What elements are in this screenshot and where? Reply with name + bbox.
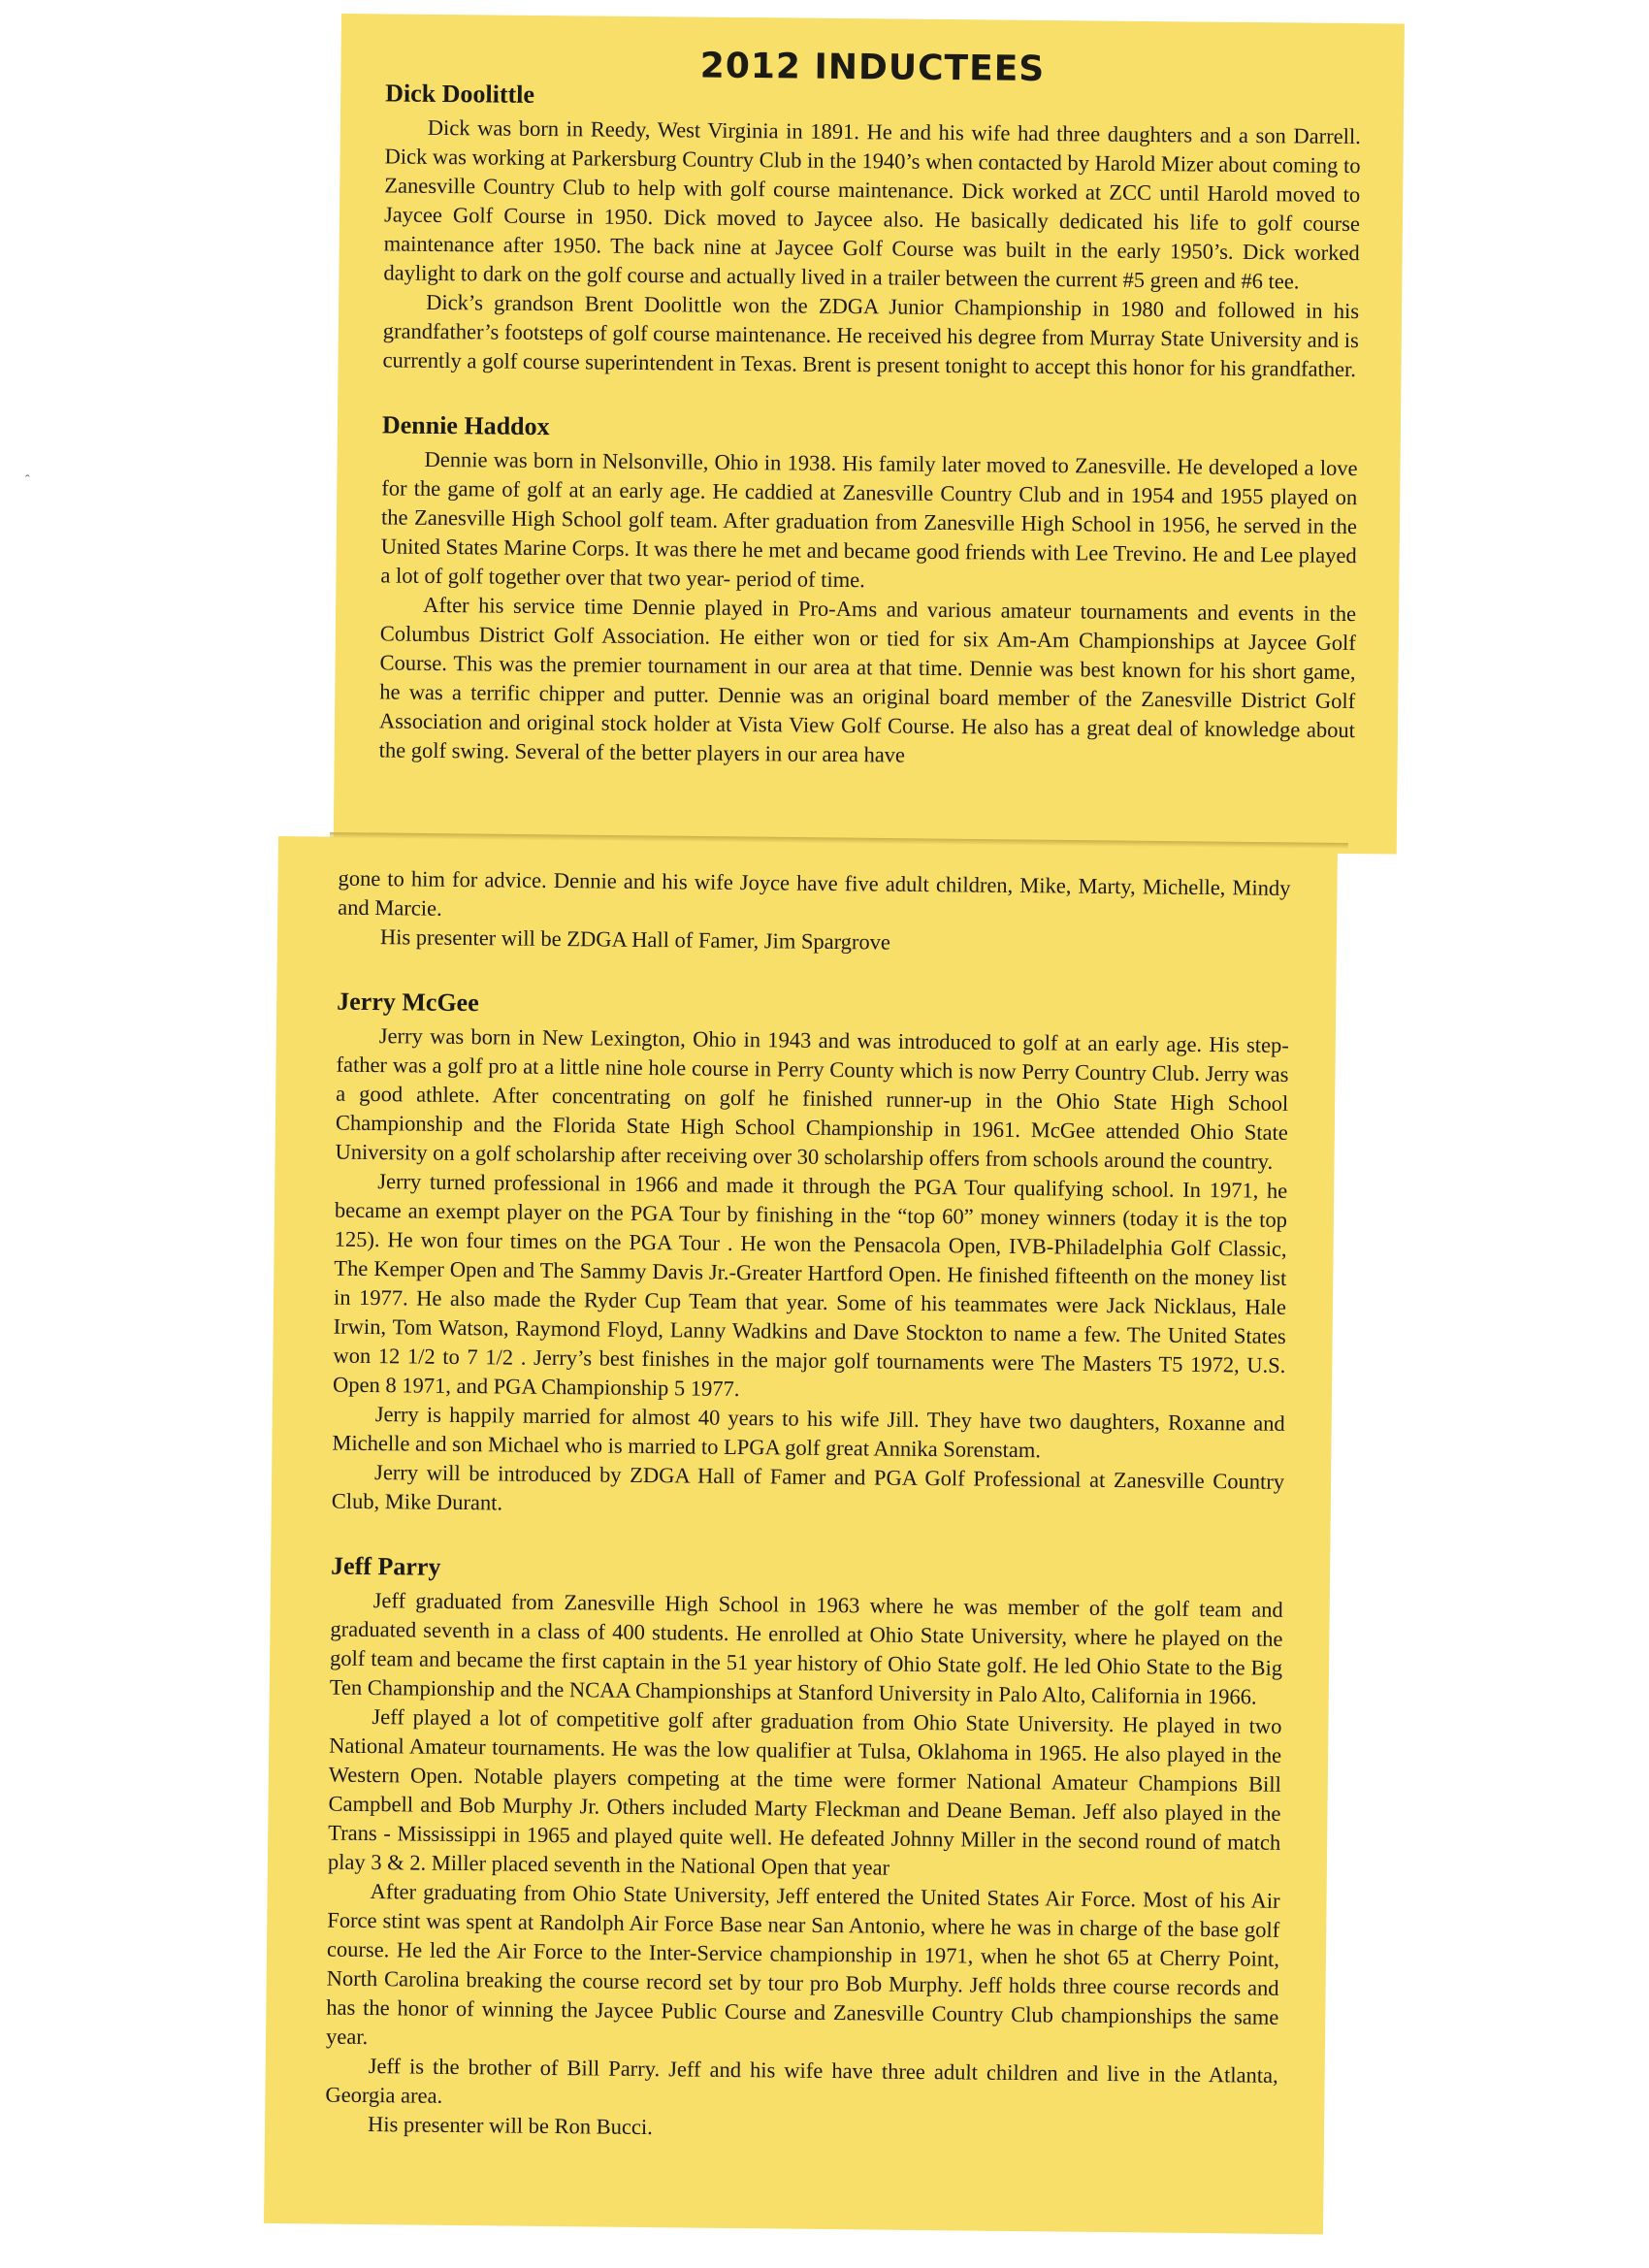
presenter-line: His presenter will be Ron Bucci. bbox=[367, 2112, 653, 2140]
bio-paragraph: Jerry is happily married for almost 40 years to his wife Jill. They have two daughters, Roxanne and Michelle and son Michael who is married to LPGA golf great Annika Sorenstam. bbox=[332, 1402, 1285, 1463]
top-page-content bbox=[379, 78, 1362, 774]
scan-speck: ˆ bbox=[25, 473, 30, 488]
bio-paragraph: Jerry was born in New Lexington, Ohio in 1943 and was introduced to golf at an early age. His step-father was a golf pro at a little nine hole course in Perry County which is now Perry Country Club. Jerry was a good athlete. After concentrating on golf he finished runner-up in the Ohio State High School Championship and the Florida State High School Championship in 1961. McGee attended Ohio State University on a golf scholarship after receiving over 30 scholarship offers from schools around the country. bbox=[335, 1023, 1289, 1174]
inductee-name: Jeff Parry bbox=[330, 1551, 441, 1581]
bio-paragraph: Jeff graduated from Zanesville High School in 1963 where he was member of the golf team and graduated seventh in a class of 400 students. He enrolled at Ohio State University, where he played on the golf team and became the first captain in the 51 year history of Ohio State golf. He led Ohio State to the Big Ten Championship and the NCAA Championships at Stanford University in Palo Alto, California in 1966. bbox=[329, 1588, 1283, 1709]
presenter-line: Jerry will be introduced by ZDGA Hall of Famer and PGA Golf Professional at Zanesville Country Club, Mike Durant. bbox=[331, 1460, 1285, 1515]
presenter-line: His presenter will be ZDGA Hall of Famer, Jim Spargrove bbox=[379, 924, 891, 955]
bio-paragraph-continued: gone to him for advice. Dennie and his wife Joyce have five adult children, Mike, Marty, Michelle, Mindy and Marcie. bbox=[338, 865, 1291, 921]
inductee-dennie-haddox-continued bbox=[338, 864, 1291, 961]
bio-paragraph: Jerry turned professional in 1966 and made it through the PGA Tour qualifying school. In 1971, he became an exempt player on the PGA Tour by finishing in the “top 60” money winners (today it is the top 125). He won four times on the PGA Tour . He won the Pensacola Open, IVB-Philadelphia Golf Classic, The Kemper Open and The Sammy Davis Jr.-Greater Hartford Open. He finished fifteenth on the money list in 1977. He also made the Ryder Cup Team that year. Some of his teammates were Jack Nicklaus, Hale Irwin, Tom Watson, Raymond Floyd, Lanny Wadkins and Dave Stockton to name a few. The United States won 12 1/2 to 7 1/2 . Jerry’s best finishes in the major golf tournaments were The Masters T5 1972, U.S. Open 8 1971, and PGA Championship 5 1977. bbox=[332, 1169, 1288, 1402]
bottom-page-sheet bbox=[264, 836, 1338, 2234]
bio-paragraph: After graduating from Ohio State University, Jeff entered the United States Air Force. Most of his Air Force stint was spent at Randolph Air Force Base near San Antonio, where he was in charge of the base golf course. He led the Air Force to the Inter-Service championship in 1971, when he shot 65 at Cherry Point, North Carolina breaking the course record set by tour pro Bob Murphy. Jeff holds three course records and has the honor of winning the Jaycee Public Course and Zanesville Country Club championships the same year. bbox=[325, 1879, 1280, 2050]
inductee-dick-doolittle bbox=[382, 78, 1361, 384]
bio-paragraph: Jeff played a lot of competitive golf after graduation from Ohio State University. He played in two National Amateur tournaments. He was the low qualifier at Tulsa, Oklahoma in 1965. He also played in the Western Open. Notable players competing at the time were former National Amateur Champions Bill Campbell and Bob Murphy Jr. Others included Marty Fleckman and Deane Beman. Jeff also played in the Trans - Mississippi in 1965 and played quite well. He defeated Johnny Miller in the second round of match play 3 & 2. Miller placed seventh in the National Open that year bbox=[327, 1704, 1282, 1880]
bio-paragraph: Dick was born in Reedy, West Virginia in 1891. He and his wife had three daughters and a son Darrell. Dick was working at Parkersburg Country Club in the 1940’s when contacted by Harold Mizer about coming to Zanesville Country Club to help with golf course maintenance. Dick worked at ZCC until Harold moved to Jaycee Golf Course in 1950. Dick moved to Jaycee also. He basically dedicated his life to golf course maintenance after 1950. The back nine at Jaycee Golf Course was built in the early 1950’s. Dick worked daylight to dark on the golf course and actually lived in a trailer between the current #5 green and #6 tee. bbox=[383, 114, 1361, 294]
inductee-jerry-mcgee bbox=[332, 987, 1290, 1526]
bio-paragraph: After his service time Dennie played in Pro-Ams and various amateur tournaments and events in the Columbus District Golf Association. He either won or tied for six Am-Am Championships at Jaycee Golf Course. This was the premier tournament in our area at that time. Dennie was best known for his short game, he was a terrific chipper and putter. Dennie was an original board member of the Zanesville District Golf Association and original stock holder at Vista View Golf Course. He also has a great deal of knowledge about the golf swing. Several of the better players in our area have bbox=[378, 592, 1357, 767]
page-title: 2012 INDUCTEES bbox=[699, 46, 1046, 89]
top-page-sheet bbox=[334, 14, 1405, 854]
bio-paragraph: Dennie was born in Nelsonville, Ohio in 1938. His family later moved to Zanesville. He developed a love for the game of golf at an early age. He caddied at Zanesville Country Club and in 1954 and 1955 played on the Zanesville High School golf team. After graduation from Zanesville High School in 1956, he served in the United States Marine Corps. It was there he met and became good friends with Lee Trevino. He and Lee played a lot of golf together over that two year- period of time. bbox=[380, 446, 1358, 593]
bio-paragraph: Jeff is the brother of Bill Parry. Jeff and his wife have three adult children and live in the Atlanta, Georgia area. bbox=[325, 2054, 1278, 2108]
inductee-name: Dick Doolittle bbox=[385, 79, 535, 109]
inductee-name: Jerry McGee bbox=[337, 987, 479, 1018]
inductee-name: Dennie Haddox bbox=[381, 410, 550, 441]
bio-paragraph: Dick’s grandson Brent Doolittle won the ZDGA Junior Championship in 1980 and followed in his grandfather’s footsteps of golf course maintenance. He received his degree from Murray State University and is currently a golf course superintendent in Texas. Brent is present tonight to accept this honor for his grandfather. bbox=[382, 289, 1360, 382]
inductee-dennie-haddox bbox=[379, 409, 1358, 774]
inductee-jeff-parry bbox=[325, 1551, 1283, 2149]
bottom-page-content bbox=[325, 864, 1291, 2149]
